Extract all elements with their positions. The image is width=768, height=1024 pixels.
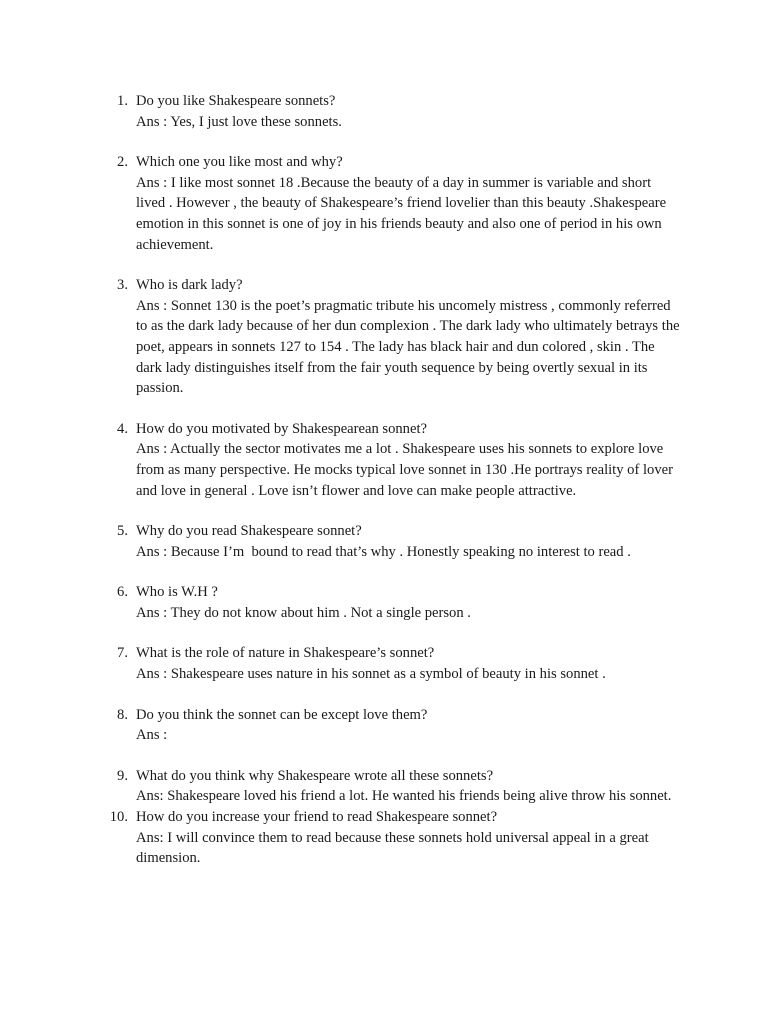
qa-item-3	[0, 275, 684, 399]
answer-text: Ans: I will convince them to read because these sonnets hold universal appeal in a great dimension.	[136, 829, 653, 867]
question-text: How do you motivated by Shakespearean sonnet?	[136, 420, 427, 437]
answer-text: Ans : Shakespeare uses nature in his sonnet as a symbol of beauty in his sonnet .	[136, 666, 606, 683]
item-number: 9.	[117, 767, 128, 784]
answer-text: Ans: Shakespeare loved his friend a lot. He wanted his friends being alive throw his sonnet.	[136, 788, 672, 805]
answer-text: Ans : Actually the sector motivates me a lot . Shakespeare uses his sonnets to explore love from as many perspective. He mocks typical love sonnet in 130 .He portrays reality of lover and love in general . Love isn’t flower and love can make people attractive.	[136, 441, 677, 499]
question-text: How do you increase your friend to read Shakespeare sonnet?	[136, 809, 498, 826]
item-number: 6.	[117, 584, 128, 601]
answer-text: Ans : Yes, I just love these sonnets.	[136, 113, 342, 130]
answer-text: Ans :	[136, 727, 168, 744]
question-text: What do you think why Shakespeare wrote all these sonnets?	[136, 767, 494, 784]
question-text: Which one you like most and why?	[136, 154, 343, 171]
item-number: 8.	[117, 706, 128, 723]
item-number: 2.	[117, 154, 128, 171]
qa-item-8	[0, 705, 680, 746]
question-text: Who is W.H ?	[136, 584, 218, 601]
qa-item-6	[0, 582, 680, 623]
question-text: Do you like Shakespeare sonnets?	[136, 93, 336, 109]
answer-text: Ans : I like most sonnet 18 .Because the beauty of a day in summer is variable and short lived . However , the beauty of Shakespeare’s friend lovelier than this beauty .Shakespeare emotion in this sonnet is one of joy in his friends beauty and also one of period in his own achievement.	[136, 174, 670, 253]
question-text: Who is dark lady?	[136, 277, 243, 294]
item-number: 7.	[117, 645, 128, 662]
answer-text: Ans : Because I’m bound to read that’s why . Honestly speaking no interest to read .	[136, 543, 631, 560]
answer-text: Ans : They do not know about him . Not a single person .	[136, 604, 471, 621]
question-text: Why do you read Shakespeare sonnet?	[136, 523, 362, 540]
answer-text: Ans : Sonnet 130 is the poet’s pragmatic tribute his uncomely mistress , commonly referred to as the dark lady because of her dun complexion . The dark lady who ultimately betrays the poet, appears in sonnets 127 to 154 . The lady has black hair and dun colored , skin . The dark lady distinguishes itself from the fair youth sequence by being overtly sexual in its passion.	[136, 297, 684, 397]
item-number: 1.	[117, 93, 128, 109]
question-text: What is the role of nature in Shakespeare’s sonnet?	[136, 645, 435, 662]
qa-item-4	[0, 419, 680, 501]
item-number: 5.	[117, 523, 128, 540]
qa-item-10	[0, 807, 680, 869]
qa-item-2	[0, 152, 680, 255]
item-number: 10.	[109, 809, 128, 826]
question-text: Do you think the sonnet can be except love them?	[136, 706, 428, 723]
qa-item-5	[0, 521, 680, 562]
qa-item-9	[0, 766, 680, 807]
qa-item-1	[0, 91, 680, 132]
question-list	[0, 91, 768, 869]
qa-item-7	[0, 643, 680, 684]
item-number: 3.	[117, 277, 128, 294]
item-number: 4.	[117, 420, 128, 437]
